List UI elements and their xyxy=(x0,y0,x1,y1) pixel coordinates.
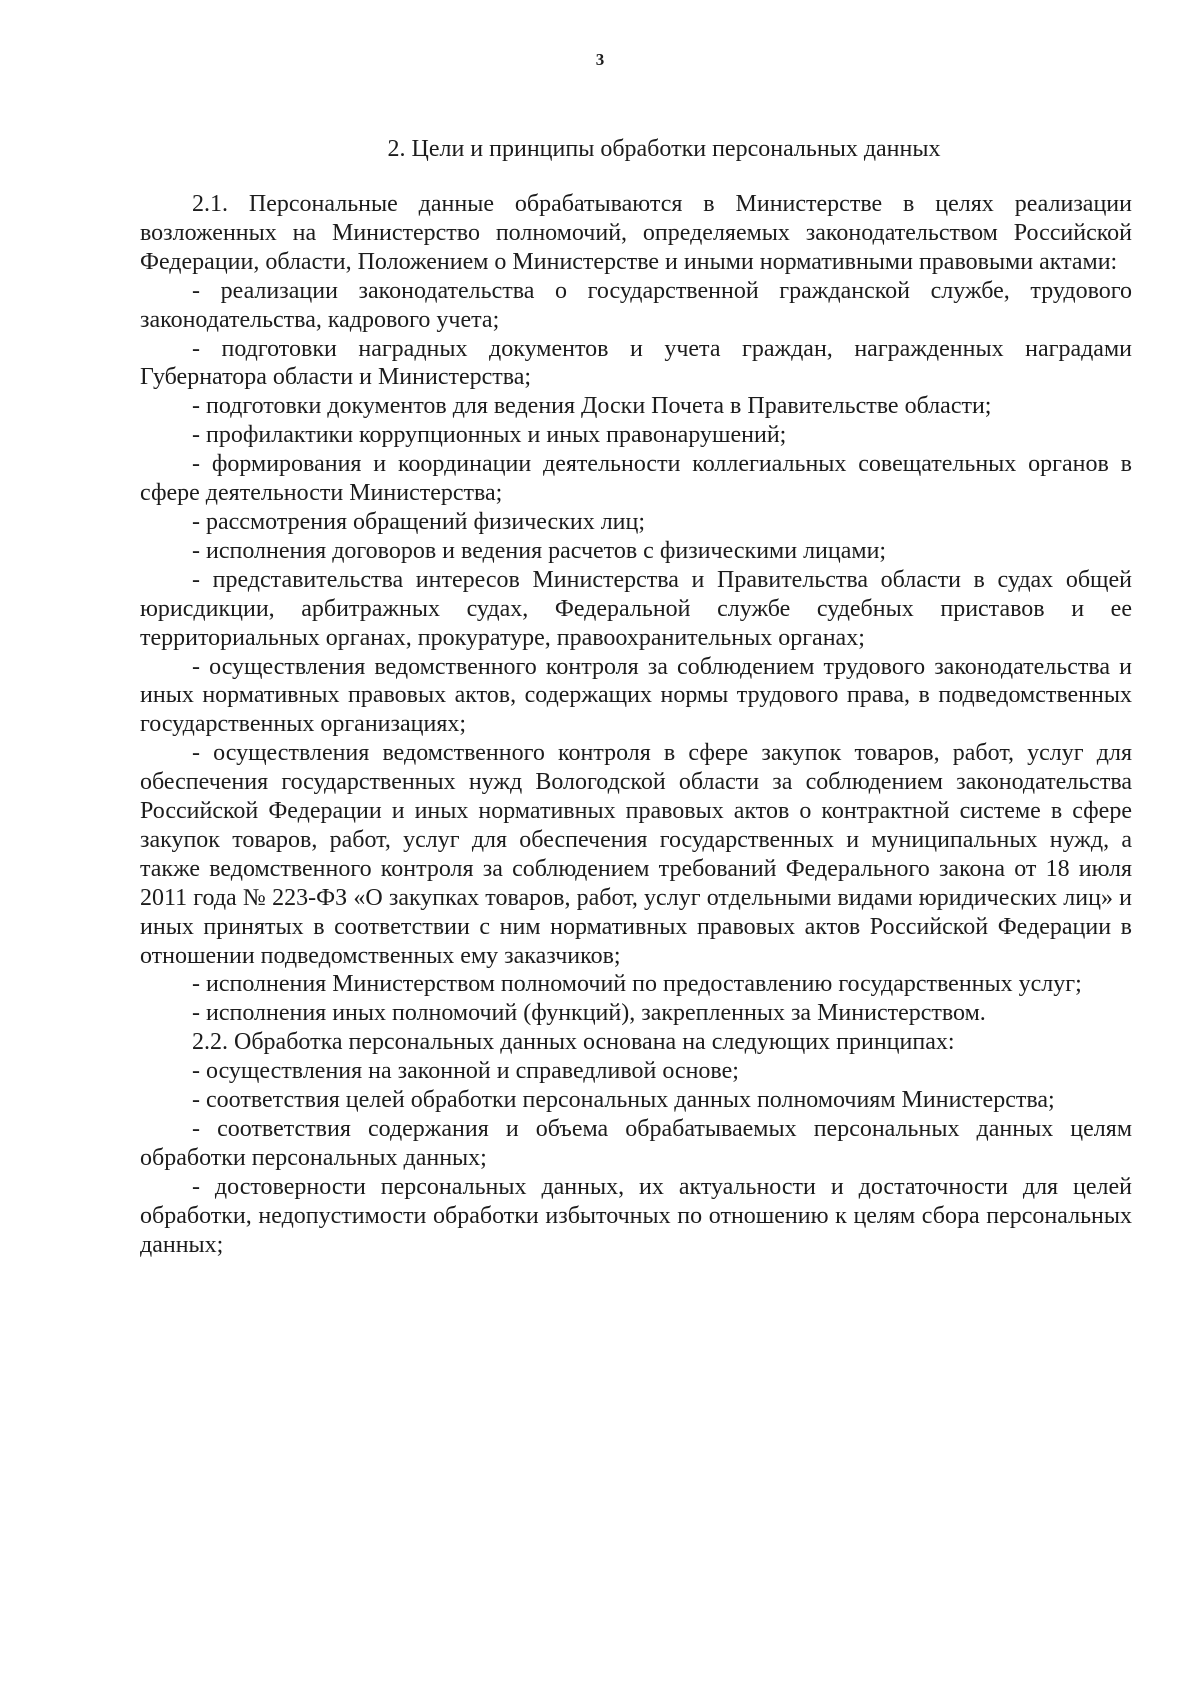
page-number: 3 xyxy=(595,50,605,69)
list-item: - представительства интересов Министерства и Правительства области в судах общей юрисдикции, арбитражных судах, Федеральной службе судебных приставов и ее территориальных органах, прокуратуре, правоохранительных органах; xyxy=(140,566,1132,651)
list-item: - достоверности персональных данных, их актуальности и достаточности для целей обработки, недопустимости обработки избыточных по отношению к целям сбора персональных данных; xyxy=(140,1173,1132,1258)
document-body xyxy=(140,190,1132,1260)
list-item: - формирования и координации деятельности коллегиальных совещательных органов в сфере деятельности Министерства; xyxy=(140,451,1132,507)
list-item: - осуществления на законной и справедливой основе; xyxy=(192,1058,739,1085)
list-item: - профилактики коррупционных и иных правонарушений; xyxy=(192,422,787,449)
list-item: - рассмотрения обращений физических лиц; xyxy=(192,508,646,535)
list-item: - соответствия содержания и объема обрабатываемых персональных данных целям обработки персональных данных; xyxy=(140,1116,1132,1171)
list-item: - исполнения Министерством полномочий по предоставлению государственных услуг; xyxy=(192,971,1082,998)
list-item: - исполнения договоров и ведения расчетов с физическими лицами; xyxy=(192,537,887,564)
list-item: - подготовки наградных документов и учета граждан, награжденных наградами Губернатора области и Министерства; xyxy=(140,335,1132,391)
section-title: 2. Цели и принципы обработки персональных данных xyxy=(387,136,941,162)
paragraph-2-1: 2.1. Персональные данные обрабатываются в Министерстве в целях реализации возложенных на Министерство полномочий, определяемых законодательством Российской Федерации, области, Положением о Министерстве и иными нормативными правовыми актами: xyxy=(140,191,1132,275)
list-item: - реализации законодательства о государственной гражданской службе, трудового законодательства, кадрового учета; xyxy=(140,277,1132,333)
list-item: - исполнения иных полномочий (функций), закрепленных за Министерством. xyxy=(192,1000,986,1027)
list-item: - соответствия целей обработки персональных данных полномочиям Министерства; xyxy=(192,1087,1055,1114)
list-item: - подготовки документов для ведения Доски Почета в Правительстве области; xyxy=(192,393,992,420)
list-item: - осуществления ведомственного контроля в сфере закупок товаров, работ, услуг для обеспечения государственных нужд Вологодской области за соблюдением законодательства Российской Федерации и иных нормативных правовых актов о контрактной системе в сфере закупок товаров, работ, услуг для обеспечения государственных и муниципальных нужд, а также ведомственного контроля за соблюдением требований Федерального закона от 18 июля 2011 года № 223-ФЗ «О закупках товаров, работ, услуг отдельными видами юридических лиц» и иных принятых в соответствии с ним нормативных правовых актов Российской Федерации в отношении подведомственных ему заказчиков; xyxy=(140,740,1132,969)
list-item: - осуществления ведомственного контроля за соблюдением трудового законодательства и иных нормативных правовых актов, содержащих нормы трудового права, в подведомственных государственных организациях; xyxy=(140,653,1132,738)
paragraph-2-2: 2.2. Обработка персональных данных основана на следующих принципах: xyxy=(192,1029,955,1056)
